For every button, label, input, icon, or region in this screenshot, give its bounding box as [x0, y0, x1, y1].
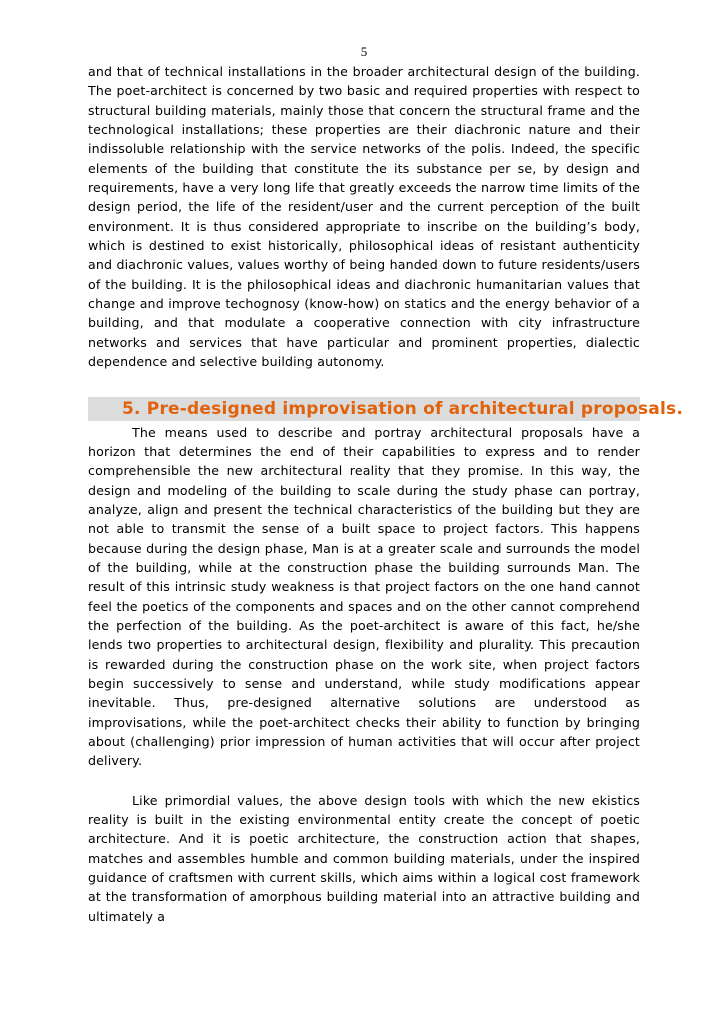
body-paragraph-3: Like primordial values, the above design tools with which the new ekistics reality is built in the existing environmental entity create the concept of poetic architecture. And it is poetic architecture, the construction action that shapes, matches and assembles humble and common building materials, under the inspired guidance of craftsmen with current skills, which aims within a logical cost framework at the transformation of amorphous building material into an attractive building and ultimately a	[88, 792, 640, 924]
section-heading-bar	[88, 397, 683, 421]
page-number: 5	[360, 44, 368, 59]
body-paragraph-2: The means used to describe and portray architectural proposals have a horizon that determines the end of their capabilities to express and to render comprehensible the new architectural reality that they promise. In this way, the design and modeling of the building to scale during the study phase can portray, analyze, align and present the technical characteristics of the building but they are not able to transmit the sense of a built space to project factors. This happens because during the design phase, Man is at a greater scale and surrounds the model of the building, while at the construction phase the building surrounds Man. The result of this intrinsic study weakness is that project factors on the one hand cannot feel the poetics of the components and spaces and on the other cannot comprehend the perfection of the building. As the poet-architect is aware of this fact, he/she lends two properties to architectural design, flexibility and plurality. This precaution is rewarded during the construction phase on the work site, when project factors begin successively to sense and understand, while study modifications appear inevitable. Thus, pre-designed alternative solutions are understood as improvisations, while the poet-architect checks their ability to function by bringing about (challenging) prior impression of human activities that will occur after project delivery.	[88, 424, 640, 769]
section-heading: 5. Pre-designed improvisation of architectural proposals.	[122, 398, 683, 419]
body-paragraph-1: and that of technical installations in the broader architectural design of the building. The poet-architect is concerned by two basic and required properties with respect to structural building materials, mainly those that concern the structural frame and the technological installations; these properties are their diachronic nature and their indissoluble relationship with the service networks of the polis. Indeed, the specific elements of the building that constitute the its substance per se, by design and requirements, have a very long life that greatly exceeds the narrow time limits of the design period, the life of the resident/user and the current perception of the built environment. It is thus considered appropriate to inscribe on the building’s body, which is destined to exist historically, philosophical ideas of resistant authenticity and diachronic values, values worthy of being handed down to future residents/users of the building. It is the philosophical ideas and diachronic humanitarian values that change and improve techognosy (know-how) on statics and the energy behavior of a building, and that modulate a cooperative connection with city infrastructure networks and services that have particular and prominent properties, dialectic dependence and selective building autonomy.	[88, 64, 640, 370]
page-content	[88, 62, 683, 926]
